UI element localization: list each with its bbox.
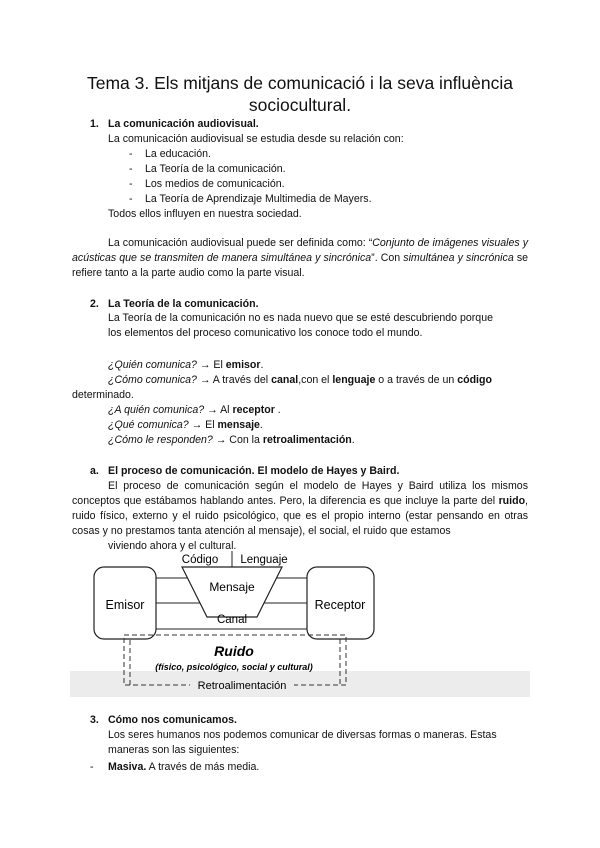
lenguaje-label: Lenguaje [240,554,288,566]
subsection-a-heading: a. El proceso de comunicación. El modelo de Hayes y Baird. [90,465,400,477]
canal-label: Canal [216,614,248,626]
codigo-label: Código [181,554,219,566]
subsection-a-paragraph: El proceso de comunicación según el modelo de Hayes y Baird utiliza los mismos conceptos que estábamos hablando antes. Pero, la diferencia es que incluye la parte del ruido, ruido físico, externo y el ruido psicológico, que es el propio interno (estar pensando en otras cosas y no prestamos tanta atención al mensaje), el social, el ruido que estamos viviendo ahora y el cultural. [72,480,529,552]
definition-paragraph: La comunicación audiovisual puede ser definida como: “Conjunto de imágenes visuales y acústicas que se transmiten de manera simultánea y sincrónica”. Con simultánea y sincrónica se refiere tanto a la parte audio como la parte visual. [72,237,529,279]
section-2-paragraph: La Teoría de la comunicación no es nada nuevo que se esté descubriendo porque los elementos del proceso comunicativo los conoce todo el mundo. [108,312,493,339]
list-item: Los medios de comunicación. [145,178,285,190]
section-3-paragraph: Los seres humanos nos podemos comunicar de diversas formas o maneras. Estas maneras son las siguientes: [108,729,497,756]
qa-item: ¿Quién comunica? → El emisor. [108,359,264,371]
section-3-heading: 3. Cómo nos comunicamos. [90,714,237,726]
masiva-item: Masiva. A través de más media. [108,761,260,773]
hayes-baird-diagram [70,551,530,697]
mensaje-label: Mensaje [209,580,255,594]
list-item: La Teoría de Aprendizaje Multimedia de Mayers. [145,193,372,205]
list-bullet: - [129,163,133,175]
title-line-2: sociocultural. [248,95,352,115]
section-1-heading: 1. La comunicación audiovisual. [90,118,259,130]
list-bullet: - [129,148,133,160]
section-1-intro: La comunicación audiovisual se estudia desde su relación con: [108,133,404,145]
section-2-heading: 2. La Teoría de la comunicación. [90,298,259,310]
qa-item: ¿Cómo comunica? → A través del canal,con el lenguaje o a través de un código [108,374,492,386]
list-bullet: - [129,193,133,205]
ruido-label: Ruido [214,643,254,659]
qa-item: ¿Qué comunica? → El mensaje. [108,419,263,431]
qa-item: ¿Cómo le responden? → Con la retroalimentación. [108,434,355,446]
title-line-1: Tema 3. Els mitjans de comunicació i la seva influència [86,73,514,93]
emisor-label: Emisor [105,598,145,612]
retroalimentacion-label: Retroalimentación [197,680,287,692]
qa-item-continuation: determinado. [72,389,134,401]
list-item: La educación. [145,148,211,160]
receptor-label: Receptor [314,598,366,612]
ruido-subtitle: (físico, psicológico, social y cultural) [155,662,313,672]
section-1-closing: Todos ellos influyen en nuestra sociedad. [108,208,302,220]
qa-item: ¿A quién comunica? → Al receptor . [108,404,281,416]
list-bullet: - [129,178,133,190]
document-title [40,72,560,116]
list-item: La Teoría de la comunicación. [145,163,286,175]
list-bullet: - [90,761,94,773]
diagram-shadow-band [70,671,530,697]
